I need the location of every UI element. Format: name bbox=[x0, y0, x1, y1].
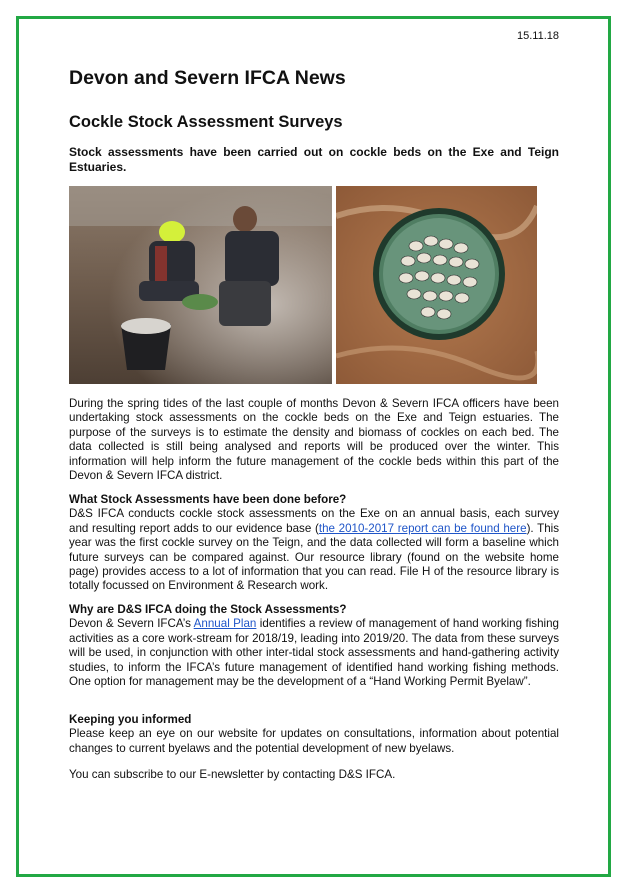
section-text: identifies a review of management of hand working fishing activities as a core work-stream for 2018/19, leading into 2019/20. The data from these surveys will be used, in conjunction with other inter-tidal stock assessments and hand-gathering activity studies, to inform the IFCA’s future management of identified hand working fishing methods. One option for management may be the development of a “Hand Working Permit Byelaw”. bbox=[69, 617, 559, 689]
section-text: D&S IFCA conducts cockle stock assessments on the Exe on an annual basis, each survey and resulting report adds to our evidence base ( bbox=[69, 507, 559, 535]
section-previous-assessments bbox=[69, 493, 559, 594]
section-why-assessments bbox=[69, 603, 559, 689]
cockle-sieve-photo bbox=[336, 186, 537, 384]
section-heading: Why are D&S IFCA doing the Stock Assessments? bbox=[69, 603, 347, 616]
article-lead: Stock assessments have been carried out on cockle beds on the Exe and Teign Estuaries. bbox=[69, 145, 559, 174]
report-link[interactable]: the 2010-2017 report can be found here bbox=[318, 521, 527, 535]
section-keeping-informed bbox=[69, 713, 559, 756]
closing-line: You can subscribe to our E-newsletter by contacting D&S IFCA. bbox=[69, 768, 396, 781]
intro-paragraph: During the spring tides of the last couple of months Devon & Severn IFCA officers have been undertaking stock assessments on the cockle beds on the Exe and Teign estuaries. The purpose of the surveys is to estimate the density and biomass of cockles on each bed. The data collected is still being analysed and reports will be produced over the winter. This information will help inform the future management of the cockle beds within this part of the Devon & Severn IFCA district. bbox=[69, 397, 559, 483]
newsletter-title: Devon and Severn IFCA News bbox=[69, 67, 346, 89]
article-title: Cockle Stock Assessment Surveys bbox=[69, 113, 343, 131]
section-heading: Keeping you informed bbox=[69, 713, 192, 726]
annual-plan-link[interactable]: Annual Plan bbox=[193, 617, 257, 631]
section-text: Devon & Severn IFCA’s bbox=[69, 617, 194, 631]
section-heading: What Stock Assessments have been done before? bbox=[69, 493, 347, 506]
officers-survey-photo bbox=[69, 186, 332, 384]
section-text: Please keep an eye on our website for updates on consultations, information about potential changes to current byelaws and the potential development of new byelaws. bbox=[69, 727, 559, 755]
section-text: ). This year was the first cockle survey on the Teign, and the data collected will form a baseline which future surveys can be compared against. Our resource library (found on the website home page) provides access to a lot of information that you can read. File H of the resource library is totally focussed on Environment & Research work. bbox=[69, 521, 560, 593]
issue-date: 15.11.18 bbox=[516, 30, 559, 42]
